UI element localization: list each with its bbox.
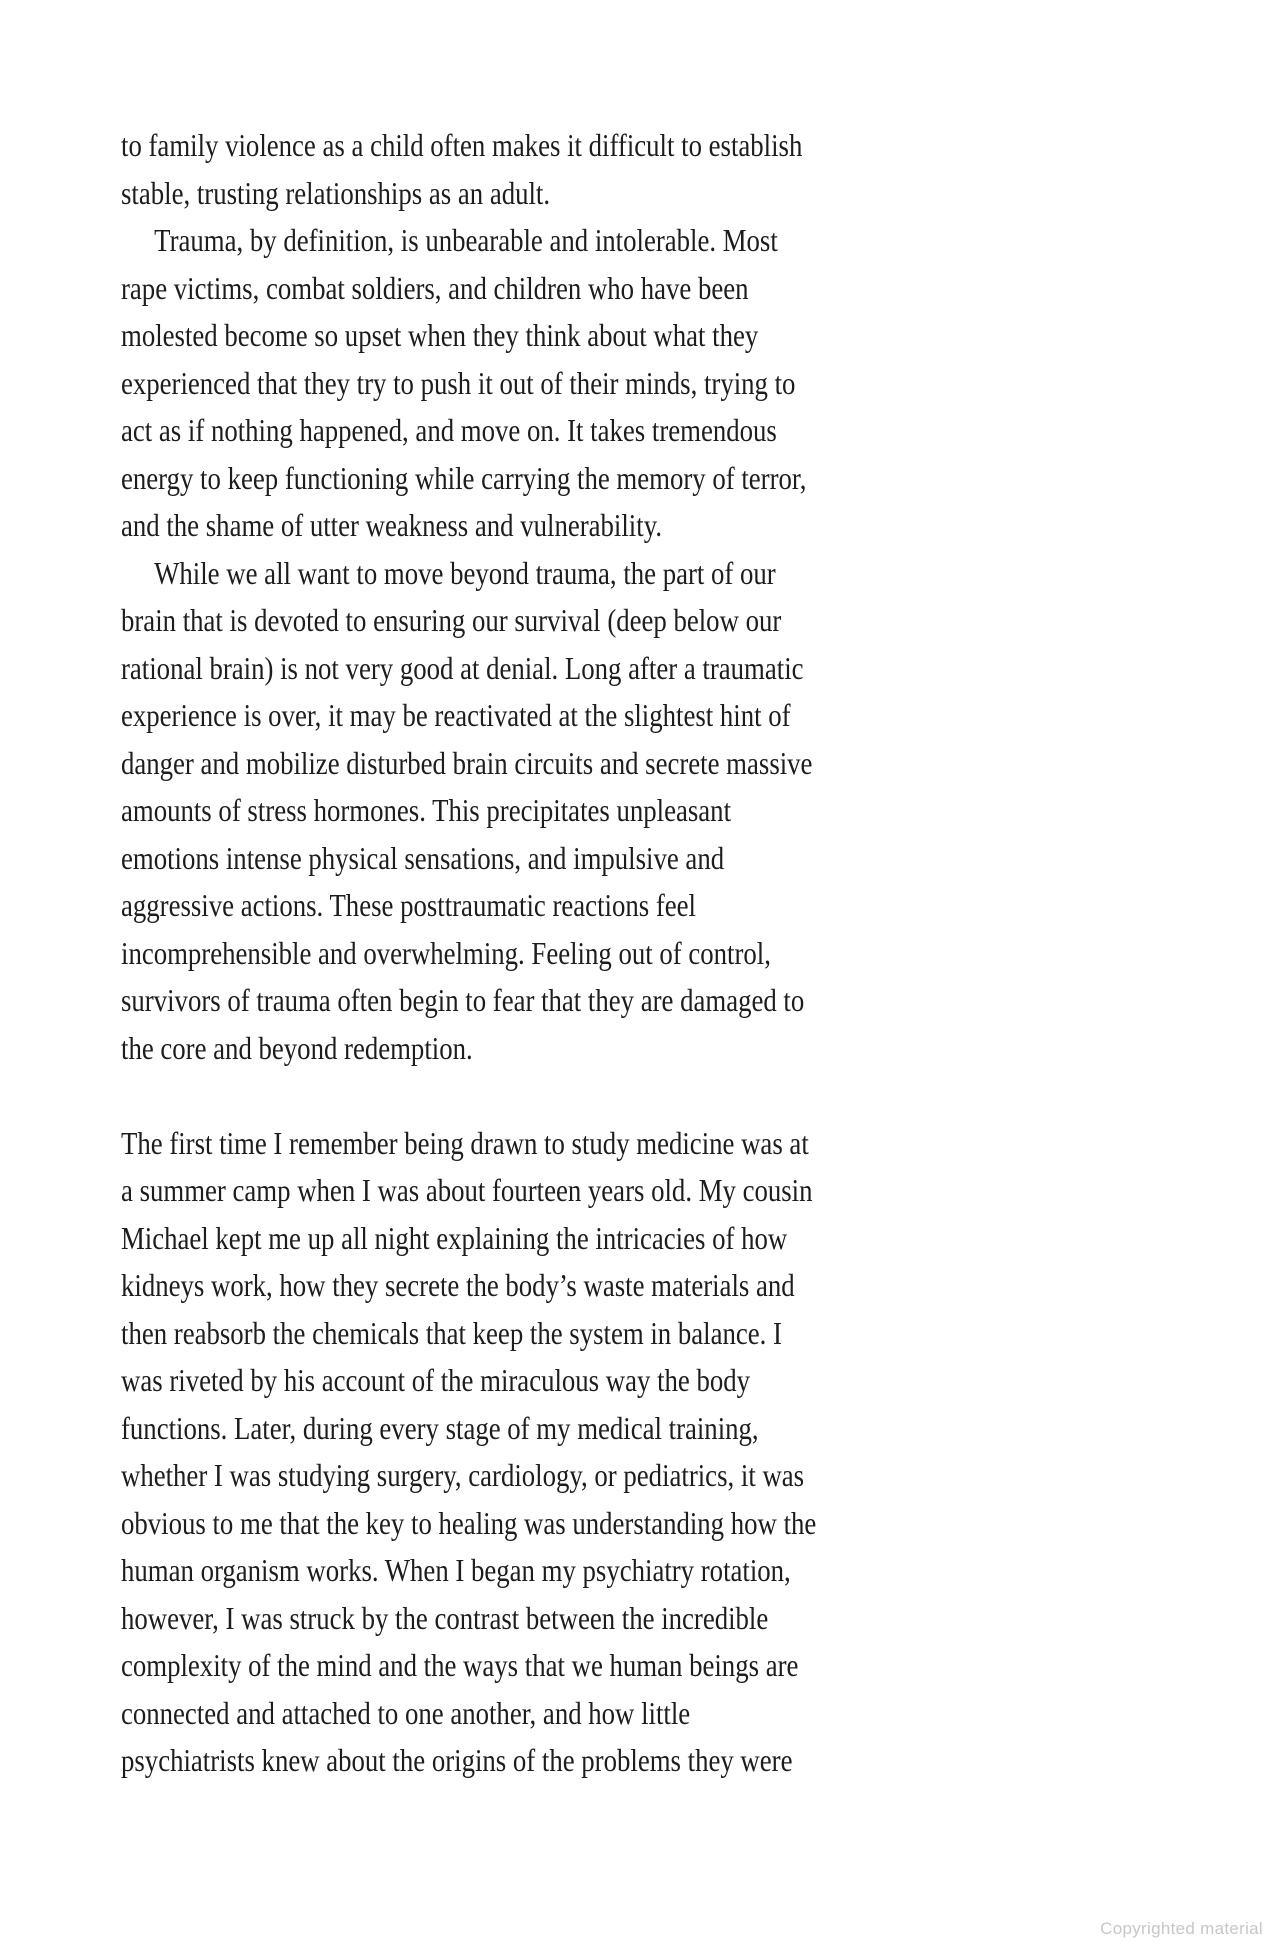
text-line: The first time I remember being drawn to study medicine was at xyxy=(121,1125,809,1161)
text-line: obvious to me that the key to healing was understanding how the xyxy=(121,1505,817,1541)
text-line: energy to keep functioning while carrying the memory of terror, xyxy=(121,460,807,496)
text-line: the core and beyond redemption. xyxy=(121,1030,473,1066)
text-line: experience is over, it may be reactivated at the slightest hint of xyxy=(121,698,791,733)
text-line: Michael kept me up all night explaining the intricacies of how xyxy=(121,1220,788,1256)
text-line: Trauma, by definition, is unbearable and intolerable. Most xyxy=(154,223,778,258)
text-line: amounts of stress hormones. This precipitates unpleasant xyxy=(121,793,732,828)
text-line: kidneys work, how they secrete the body’s waste materials and xyxy=(121,1268,795,1303)
text-line: act as if nothing happened, and move on. It takes tremendous xyxy=(121,413,777,448)
text-line: While we all want to move beyond trauma, the part of our xyxy=(154,555,776,591)
text-line: stable, trusting relationships as an adult. xyxy=(121,175,551,211)
text-line: rational brain) is not very good at denial. Long after a traumatic xyxy=(121,650,804,686)
text-line: aggressive actions. These posttraumatic reactions feel xyxy=(121,888,696,923)
text-line: to family violence as a child often makes it difficult to establish xyxy=(121,128,803,163)
text-line: emotions intense physical sensations, and impulsive and xyxy=(121,840,725,876)
text-line: brain that is devoted to ensuring our survival (deep below our xyxy=(121,603,782,638)
text-line: danger and mobilize disturbed brain circuits and secrete massive xyxy=(121,745,813,781)
text-line: human organism works. When I began my psychiatry rotation, xyxy=(121,1553,791,1588)
text-line: complexity of the mind and the ways that we human beings are xyxy=(121,1648,799,1683)
text-line: connected and attached to one another, and how little xyxy=(121,1695,691,1731)
paragraph-break xyxy=(121,1072,814,1120)
text-line: experienced that they try to push it out of their minds, trying to xyxy=(121,365,796,401)
text-line: and the shame of utter weakness and vulnerability. xyxy=(121,508,663,543)
copyright-watermark: Copyrighted material xyxy=(1100,1919,1263,1938)
page-text-block xyxy=(121,122,936,1785)
text-line: functions. Later, during every stage of my medical training, xyxy=(121,1410,759,1446)
text-line: a summer camp when I was about fourteen years old. My cousin xyxy=(121,1173,813,1208)
text-line: incomprehensible and overwhelming. Feeling out of control, xyxy=(121,935,771,971)
text-line: molested become so upset when they think about what they xyxy=(121,318,759,353)
text-line: rape victims, combat soldiers, and children who have been xyxy=(121,270,749,306)
text-line: whether I was studying surgery, cardiology, or pediatrics, it was xyxy=(121,1458,805,1493)
text-line: however, I was struck by the contrast between the incredible xyxy=(121,1600,769,1636)
text-line: psychiatrists knew about the origins of the problems they were xyxy=(121,1743,793,1778)
text-line: was riveted by his account of the miraculous way the body xyxy=(121,1363,751,1398)
text-line: survivors of trauma often begin to fear that they are damaged to xyxy=(121,983,805,1018)
text-line: then reabsorb the chemicals that keep the system in balance. I xyxy=(121,1315,782,1351)
